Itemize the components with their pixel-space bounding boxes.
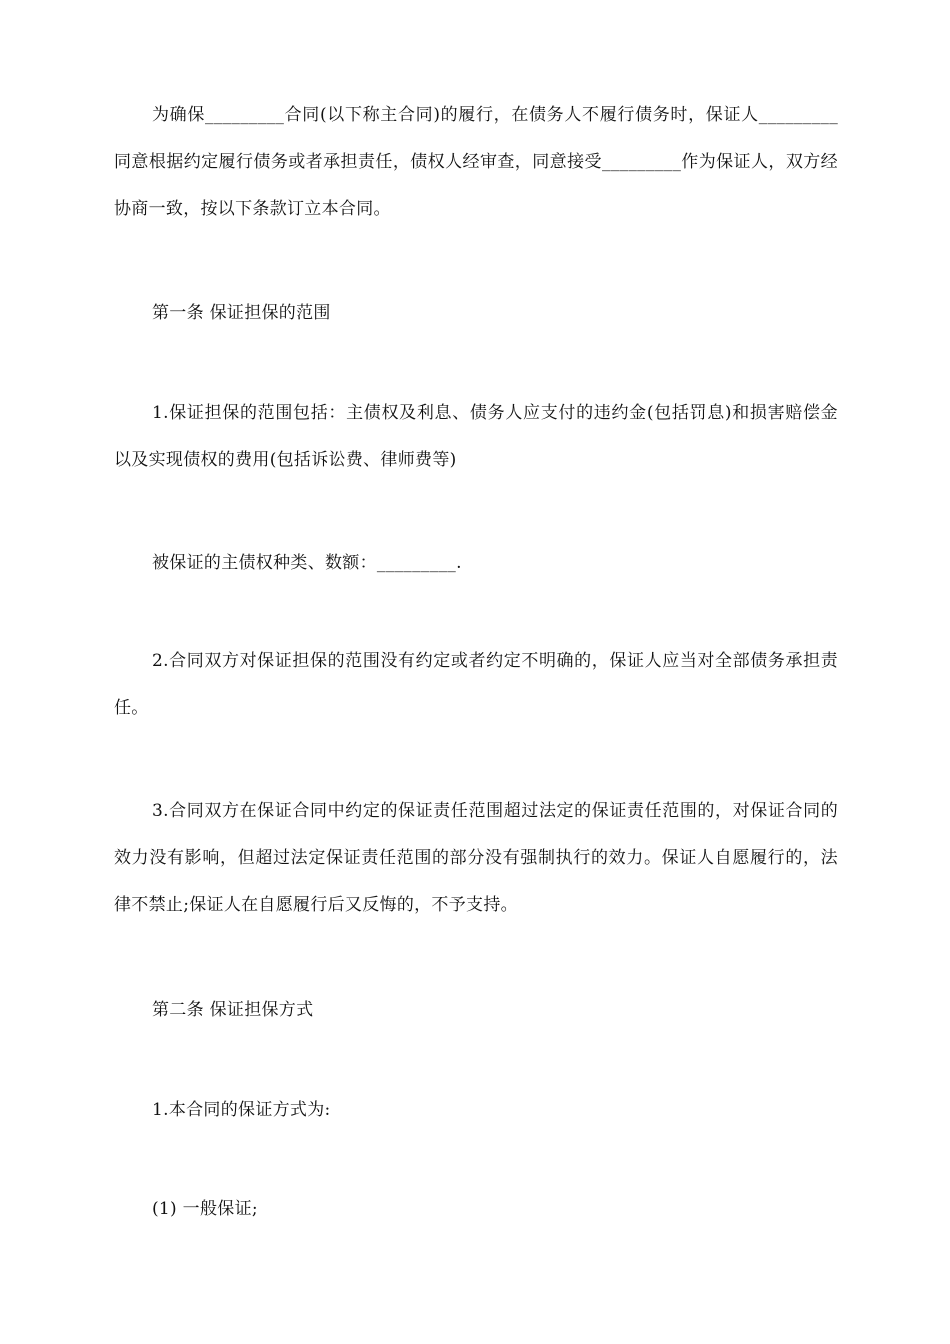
article-2-item-1: 1.本合同的保证方式为: — [152, 1100, 331, 1120]
article-1-title: 第一条 保证担保的范围 — [152, 303, 331, 323]
article-2-title: 第二条 保证担保方式 — [152, 1000, 314, 1020]
intro-paragraph: 为确保_________合同(以下称主合同)的履行，在债务人不履行债务时，保证人_________同意根据约定履行债务或者承担责任，债权人经审查，同意接受_________作为保证人，双方经协商一致，按以下条款订立本合同。 — [114, 105, 838, 219]
article-1-item-2: 2.合同双方对保证担保的范围没有约定或者约定不明确的，保证人应当对全部债务承担责任。 — [114, 651, 838, 718]
article-2-option-1: (1) 一般保证; — [152, 1199, 258, 1219]
article-1-item-1: 1.保证担保的范围包括：主债权及利息、债务人应支付的违约金(包括罚息)和损害赔偿金以及实现债权的费用(包括诉讼费、律师费等) — [114, 403, 838, 470]
article-1-claim-line: 被保证的主债权种类、数额：_________. — [152, 553, 462, 573]
article-1-item-3: 3.合同双方在保证合同中约定的保证责任范围超过法定的保证责任范围的，对保证合同的效力没有影响，但超过法定保证责任范围的部分没有强制执行的效力。保证人自愿履行的，法律不禁止;保证人在自愿履行后又反悔的，不予支持。 — [114, 801, 838, 915]
